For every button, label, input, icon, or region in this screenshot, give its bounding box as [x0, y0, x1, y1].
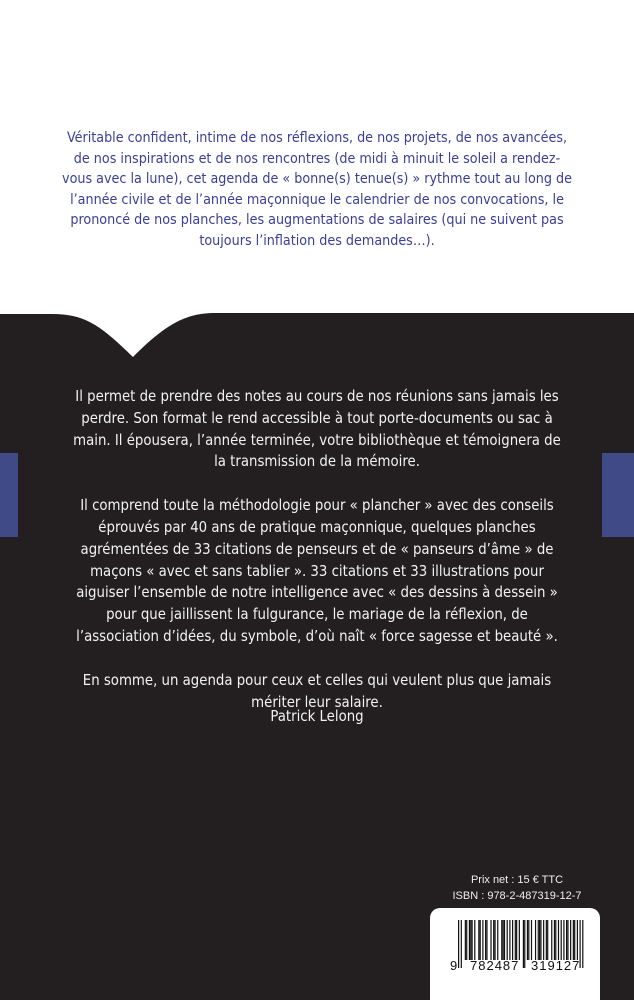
- barcode-digit-prefix: 9: [450, 958, 458, 973]
- barcode-bar: [494, 920, 495, 960]
- barcode-bar: [458, 920, 459, 968]
- left-blue-tab: [0, 453, 18, 537]
- barcode-bar: [570, 920, 571, 960]
- barcode-bar: [540, 920, 541, 960]
- paragraph: Il permet de prendre des notes au cours de nos réunions sans jamais les perdre. Son format le rend accessible à tout porte-documents ou sac à main. Il épousera, l’année terminée, votre bibliothèque et témoignera de la transmission de la mémoire.: [73, 388, 561, 471]
- barcode-bar: [465, 920, 466, 960]
- barcode-bar: [558, 920, 559, 960]
- barcode-bar: [472, 920, 473, 960]
- barcode-bar: [561, 920, 562, 960]
- barcode-bar: [480, 920, 481, 960]
- barcode-digits-left: 782487: [470, 958, 520, 973]
- barcode-bar: [582, 920, 583, 968]
- barcode-bar: [497, 920, 498, 960]
- barcode-bar: [523, 920, 524, 968]
- barcode-bar: [482, 920, 483, 960]
- barcode-bar: [527, 920, 528, 960]
- barcode-bar: [469, 920, 470, 960]
- barcode-bar: [577, 920, 578, 960]
- barcode-bar: [524, 920, 525, 968]
- paragraph: En somme, un agenda pour ceux et celles qui veulent plus que jamais mériter leur salaire.: [82, 671, 552, 711]
- barcode-bar: [566, 920, 567, 960]
- barcode-bar: [470, 920, 471, 960]
- barcode-bar: [485, 920, 486, 960]
- barcode-bar: [474, 920, 475, 960]
- barcode-bar: [528, 920, 529, 960]
- barcode-bar: [551, 920, 552, 960]
- barcode-bar: [531, 920, 532, 960]
- barcode-bar: [539, 920, 540, 960]
- barcode-bar: [478, 920, 479, 960]
- barcode-bar: [554, 920, 555, 960]
- barcode-bar: [567, 920, 568, 960]
- barcode-bar: [546, 920, 547, 960]
- price-label: Prix net : 15 € TTC: [470, 874, 564, 886]
- barcode-bar: [486, 920, 487, 960]
- barcode-bar: [519, 920, 520, 960]
- barcode-bar: [501, 920, 502, 960]
- intro-paragraph: Véritable confident, intime de nos réflexions, de nos projets, de nos avancées, de nos inspirations et de nos rencontres (de midi à minuit le soleil a rendez-vous avec la lune), cet agenda de « bonne(s) tenue(s) » rythme tout au long de l’année civile et de l’année maçonnique le calendrier de nos convocations, le prononcé de nos planches, les augmentations de salaires (qui ne suivent pas toujours l’inflation des demandes…).: [62, 130, 572, 249]
- barcode-bar: [509, 920, 510, 960]
- barcode-bar: [493, 920, 494, 960]
- barcode-bar: [563, 920, 564, 960]
- right-blue-tab: [602, 453, 634, 537]
- barcode-bar: [538, 920, 539, 960]
- author-name: Patrick Lelong: [270, 708, 364, 725]
- barcode-bar: [515, 920, 516, 960]
- barcode-digits-right: 319127: [531, 958, 581, 973]
- barcode-bar: [504, 920, 505, 960]
- barcode-bar: [461, 920, 462, 968]
- barcode-bar: [573, 920, 574, 960]
- barcode-bar: [543, 920, 544, 960]
- barcode-bar: [574, 920, 575, 960]
- barcode-bar: [516, 920, 517, 960]
- barcode-bar: [555, 920, 556, 960]
- isbn-label: ISBN : 978-2-487319-12-7: [452, 890, 582, 902]
- description: [70, 386, 564, 735]
- barcode-bar: [507, 920, 508, 960]
- barcode-bar: [512, 920, 513, 960]
- barcode-bar: [547, 920, 548, 960]
- barcode-bar: [490, 920, 491, 960]
- barcode-bar: [535, 920, 536, 960]
- barcode: [430, 908, 600, 1000]
- paragraph: Il comprend toute la méthodologie pour « plancher » avec des conseils éprouvés par 40 ans de pratique maçonnique, quelques planches agrémentées de 33 citations de penseurs et de « panseurs d’âme » de maçons « avec et sans tablier ». 33 citations et 33 illustrations pour aiguiser l’ensemble de notre intelligence avec « des dessins à dessein » pour que jaillissent la fulgurance, le mariage de la réflexion, de l’association d’idées, du symbole, d’où naît « force sagesse et beauté ».: [76, 497, 558, 645]
- barcode-bar: [503, 920, 504, 960]
- barcode-bar: [466, 920, 467, 960]
